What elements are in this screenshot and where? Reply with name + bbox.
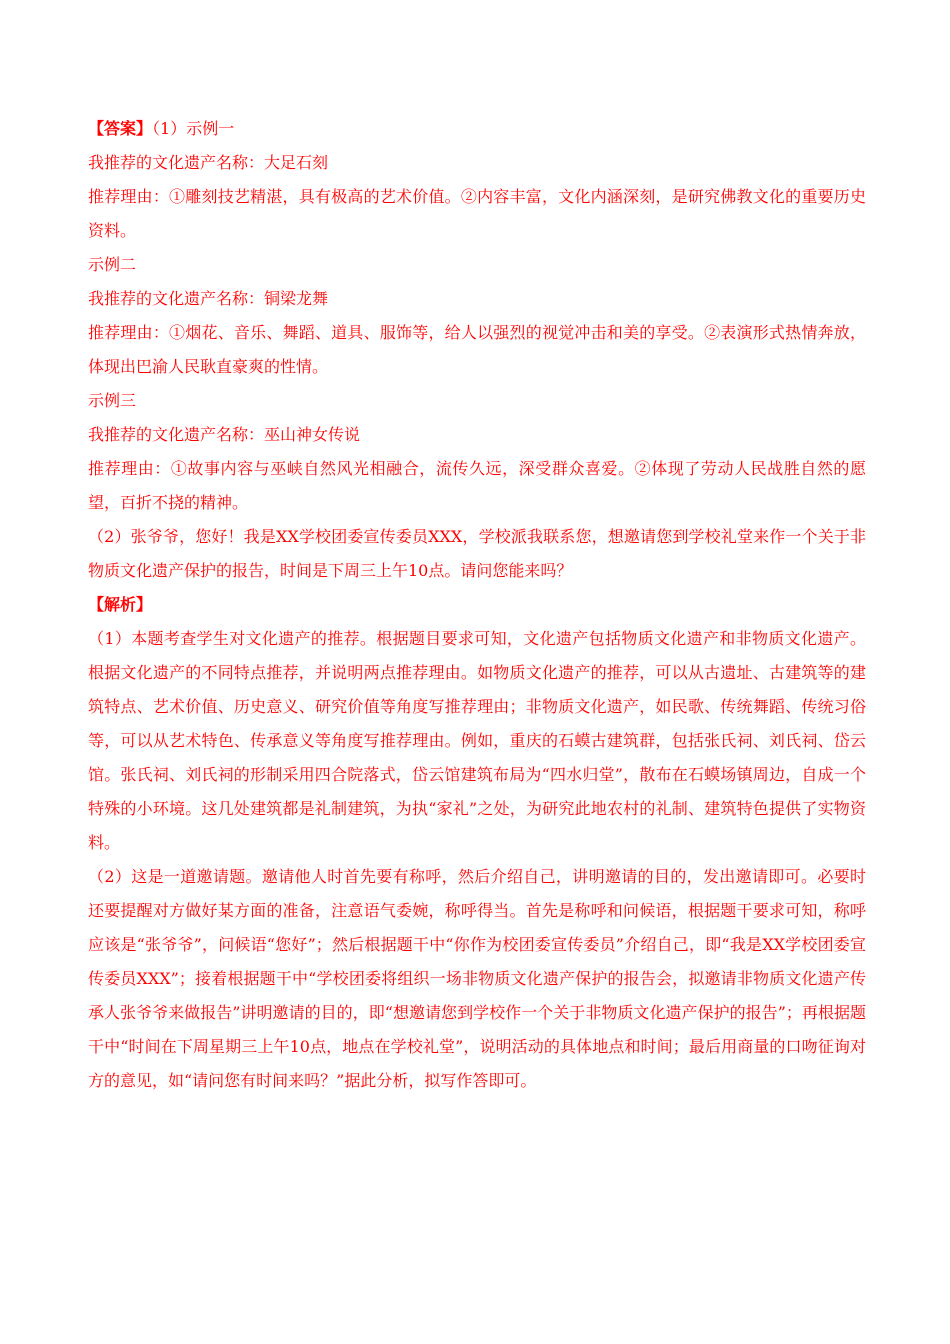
example-3-name: 我推荐的文化遗产名称：巫山神女传说 (88, 425, 361, 444)
example-3-reason: 推荐理由：①故事内容与巫峡自然风光相融合，流传久远，深受群众喜爱。②体现了劳动人民战胜自然的愿望，百折不挠的精神。 (88, 459, 866, 512)
example-2-reason: 推荐理由：①烟花、音乐、舞蹈、道具、服饰等，给人以强烈的视觉冲击和美的享受。②表演形式热情奔放，体现出巴渝人民耿直豪爽的性情。 (88, 323, 866, 376)
example-2-title: 示例二 (88, 255, 137, 274)
example-1-name: 我推荐的文化遗产名称：大足石刻 (88, 153, 329, 172)
document-content (88, 112, 866, 1098)
answer-part2: （2）张爷爷，您好！我是XX学校团委宣传委员XXX，学校派我联系您，想邀请您到学校礼堂来作一个关于非物质文化遗产保护的报告，时间是下周三上午10点。请问您能来吗？ (88, 527, 866, 580)
answer-label: 【答案】 (88, 119, 153, 138)
example-2-name: 我推荐的文化遗产名称：铜梁龙舞 (88, 289, 329, 308)
analysis-part2: （2）这是一道邀请题。邀请他人时首先要有称呼，然后介绍自己，讲明邀请的目的，发出邀请即可。必要时还要提醒对方做好某方面的准备，注意语气委婉，称呼得当。首先是称呼和问候语，根据题干要求可知，称呼应该是“张爷爷”，问候语“您好”；然后根据题干中“你作为校团委宣传委员”介绍自己，即“我是XX学校团委宣传委员XXX”；接着根据题干中“学校团委将组织一场非物质文化遗产保护的报告会，拟邀请非物质文化遗产传承人张爷爷来做报告”讲明邀请的目的，即“想邀请您到学校作一个关于非物质文化遗产保护的报告”；再根据题干中“时间在下周星期三上午10点，地点在学校礼堂”，说明活动的具体地点和时间；最后用商量的口吻征询对方的意见，如“请问您有时间来吗？”据此分析，拟写作答即可。 (88, 867, 866, 1090)
example-1-reason: 推荐理由：①雕刻技艺精湛，具有极高的艺术价值。②内容丰富，文化内涵深刻，是研究佛教文化的重要历史资料。 (88, 187, 866, 240)
answer-part1-label: （1）示例一 (152, 119, 235, 138)
answer-heading (88, 112, 866, 146)
example-3-title: 示例三 (88, 391, 137, 410)
analysis-part1: （1）本题考查学生对文化遗产的推荐。根据题目要求可知，文化遗产包括物质文化遗产和非物质文化遗产。根据文化遗产的不同特点推荐，并说明两点推荐理由。如物质文化遗产的推荐，可以从古遗址、古建筑等的建筑特点、艺术价值、历史意义、研究价值等角度写推荐理由；非物质文化遗产，如民歌、传统舞蹈、传统习俗等，可以从艺术特色、传承意义等角度写推荐理由。例如，重庆的石蟆古建筑群，包括张氏祠、刘氏祠、岱云馆。张氏祠、刘氏祠的形制采用四合院落式，岱云馆建筑布局为“四水归堂”，散布在石蟆场镇周边，自成一个特殊的小环境。这几处建筑都是礼制建筑，为执“家礼”之处，为研究此地农村的礼制、建筑特色提供了实物资料。 (88, 629, 866, 852)
analysis-label: 【解析】 (88, 595, 153, 614)
